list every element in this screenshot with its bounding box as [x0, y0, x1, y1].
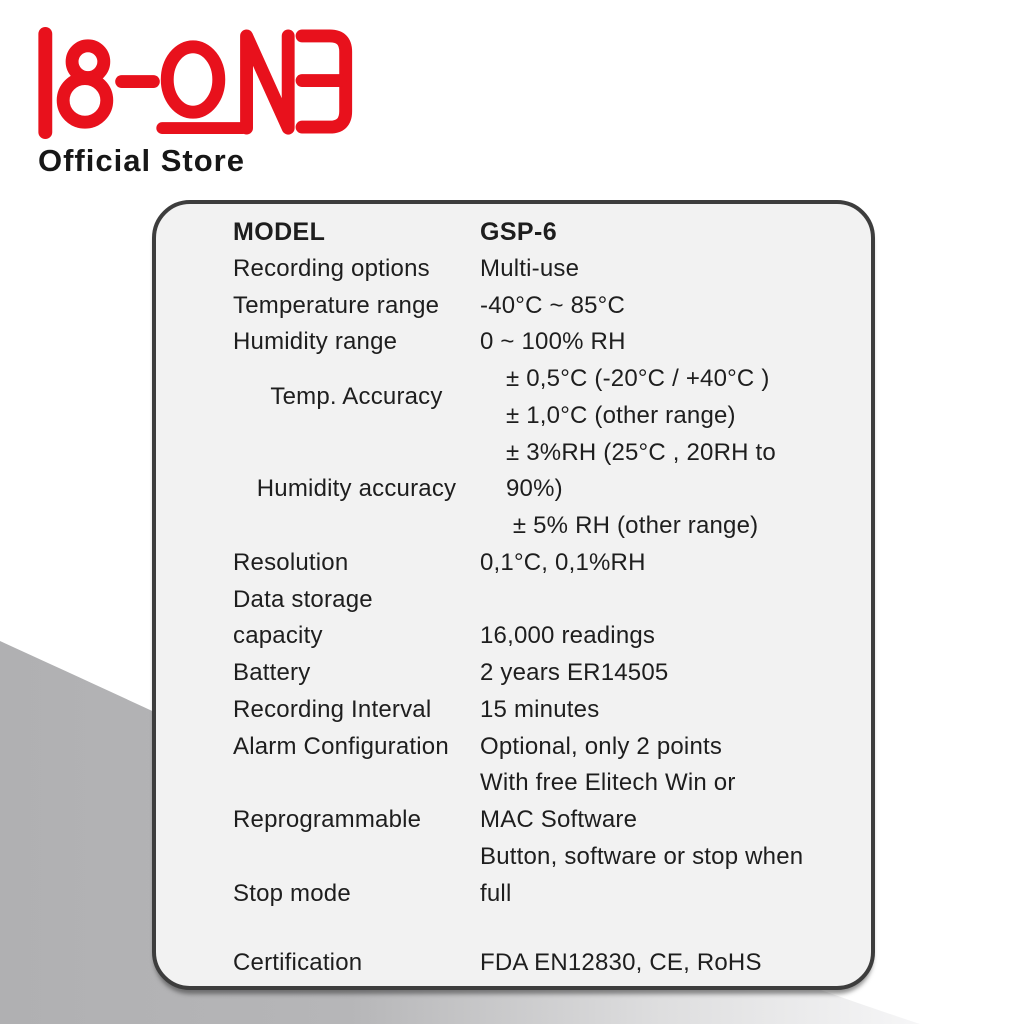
logo-letter-o [167, 47, 219, 112]
spec-label-line: Recording Interval [233, 695, 432, 723]
spec-row [233, 839, 843, 913]
spec-row [233, 945, 843, 982]
spec-value-line: full [480, 879, 512, 907]
spec-row [233, 729, 843, 766]
spec-label-cell [233, 729, 480, 766]
logo-eight-bottom [63, 79, 107, 123]
spec-value-cell [480, 251, 843, 288]
spec-value-cell [480, 324, 843, 361]
spec-row-spacer [233, 912, 843, 945]
spec-value-line: 90%) [506, 475, 563, 503]
spec-label-line: Alarm Configuration [233, 732, 449, 760]
spec-value-line: MAC Software [480, 806, 638, 833]
spec-row [233, 545, 843, 582]
spec-value-cell [506, 361, 843, 435]
spec-label-line: Temperature range [233, 291, 440, 319]
spec-value-line: 15 minutes [480, 695, 600, 723]
spec-label-line: Certification [233, 949, 363, 977]
spec-label-line: MODEL [233, 218, 326, 246]
spec-label-line: Data storage [233, 585, 373, 613]
spec-label-line: Battery [233, 659, 311, 686]
spec-value-cell [480, 288, 843, 325]
spec-label-cell [233, 692, 480, 729]
spec-value-cell [480, 729, 843, 766]
spec-value-cell [480, 545, 843, 582]
spec-value-line: 0 ~ 100% RH [480, 328, 626, 356]
spec-value-line: Button, software or stop when [480, 842, 804, 870]
spec-label-cell [233, 251, 480, 288]
spec-value-cell [480, 912, 843, 945]
spec-row [233, 435, 843, 545]
spec-label-line: Temp. Accuracy [270, 383, 443, 411]
spec-label-line: Reprogrammable [233, 806, 422, 833]
spec-row [233, 582, 843, 656]
spec-label-line: capacity [233, 622, 323, 650]
spec-value-cell [480, 765, 843, 839]
spec-label-cell [233, 324, 480, 361]
spec-label-line: Recording options [233, 254, 430, 282]
spec-label-cell [233, 765, 480, 839]
spec-label-cell [233, 435, 506, 545]
spec-value-line: -40°C ~ 85°C [480, 291, 625, 319]
spec-value-line: 0,1°C, 0,1%RH [480, 548, 646, 576]
spec-value-cell [480, 582, 843, 656]
spec-label-cell [233, 582, 480, 656]
spec-label-cell [233, 839, 480, 913]
spec-value-line: GSP-6 [480, 218, 558, 246]
store-label: Official Store [38, 143, 245, 178]
brand-header [36, 26, 354, 179]
logo-letter-n [247, 36, 289, 128]
spec-value-line: Multi-use [480, 254, 580, 282]
spec-value-cell [506, 435, 843, 545]
spec-value-line: ± 3%RH (25°C , 20RH to [506, 438, 776, 466]
spec-label-cell [233, 655, 480, 692]
spec-row [233, 765, 843, 839]
spec-value-cell [480, 655, 843, 692]
spec-value-cell [480, 214, 843, 251]
spec-value-line: FDA EN12830, CE, RoHS [480, 949, 762, 977]
spec-row [233, 692, 843, 729]
spec-value-line: ± 0,5°C (-20°C / +40°C ) [506, 365, 770, 392]
spec-value-line: ± 5% RH (other range) [506, 512, 759, 539]
spec-label-cell [233, 361, 506, 435]
spec-row [233, 288, 843, 325]
spec-row [233, 214, 843, 251]
spec-label-cell [233, 945, 480, 982]
spec-label-cell [233, 288, 480, 325]
spec-value-cell [480, 692, 843, 729]
spec-value-line: 16,000 readings [480, 622, 656, 650]
spec-label-cell [233, 912, 480, 945]
brand-logo-8one-icon [36, 26, 354, 140]
spec-value-line: 2 years ER14505 [480, 659, 669, 686]
spec-value-cell [480, 839, 843, 913]
spec-label-cell [233, 214, 480, 251]
spec-row [233, 251, 843, 288]
spec-value-line: With free Elitech Win or [480, 769, 736, 797]
spec-table [156, 204, 871, 986]
spec-label-line: Humidity accuracy [256, 475, 457, 503]
spec-label-line: Stop mode [233, 879, 351, 907]
spec-label-cell [233, 545, 480, 582]
spec-value-line: ± 1,0°C (other range) [506, 401, 736, 429]
spec-row [233, 655, 843, 692]
spec-label-line: Resolution [233, 548, 349, 576]
spec-row [233, 361, 843, 435]
spec-row [233, 324, 843, 361]
spec-label-line: Humidity range [233, 328, 398, 356]
spec-value-cell [480, 945, 843, 982]
spec-value-line: Optional, only 2 points [480, 732, 723, 760]
spec-card [152, 200, 875, 990]
